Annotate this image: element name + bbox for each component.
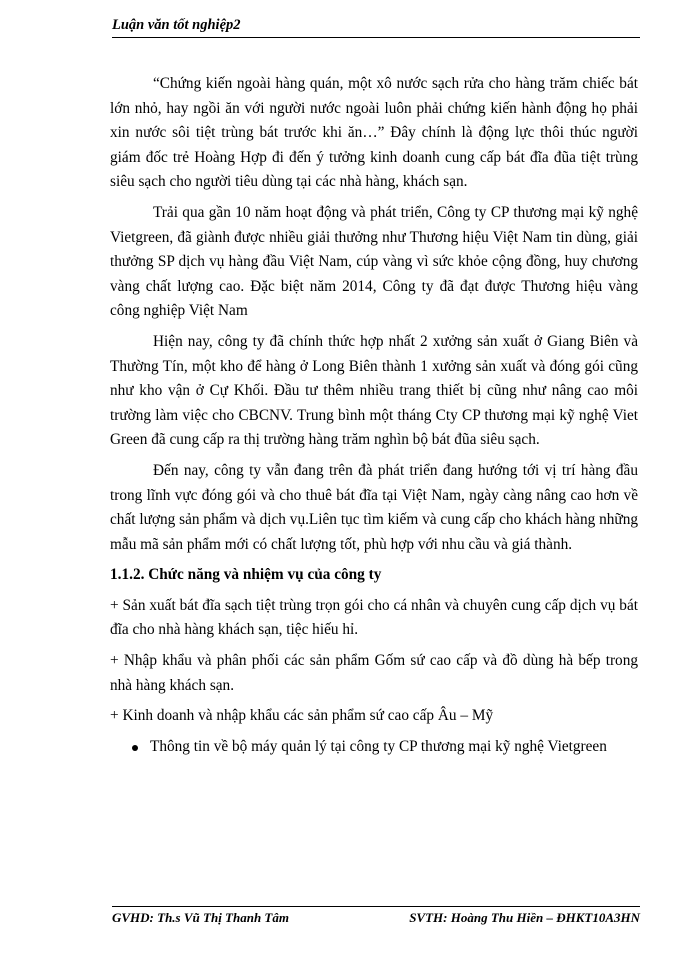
list-item: + Sản xuất bát đĩa sạch tiệt trùng trọn gói cho cá nhân và chuyên cung cấp dịch vụ bát đĩa cho nhà hàng khách sạn, tiệc hiếu hỉ. (110, 596, 638, 639)
body-paragraph: Hiện nay, công ty đã chính thức hợp nhất 2 xưởng sản xuất ở Giang Biên và Thường Tín, một kho để hàng ở Long Biên thành 1 xưởng sản xuất và đóng gói cũng như kho vận ở Cự Khối. Đầu tư thêm nhiều trang thiết bị cũng như nâng cao môi trường làm việc cho CBCNV. Trung bình một tháng Cty CP thương mại kỹ nghệ Viet Green đã cung cấp ra thị trường hàng trăm nghìn bộ bát đũa siêu sạch. (110, 332, 638, 449)
body-paragraph: Đến nay, công ty vẫn đang trên đà phát triển đang hướng tới vị trí hàng đầu trong lĩnh vực đóng gói và cho thuê bát đĩa tại Việt Nam, ngày càng nâng cao hơn về chất lượng sản phẩm và dịch vụ.Liên tục tìm kiếm và cung cấp cho khách hàng những mẫu mã sản phẩm mới có chất lượng tốt, phù hợp với nhu cầu và giá thành. (110, 461, 638, 553)
footer-supervisor: GVHD: Th.s Vũ Thị Thanh Tâm (112, 910, 289, 925)
bullet-list-item (110, 735, 638, 760)
footer-student: SVTH: Hoàng Thu Hiền – ĐHKT10A3HN (409, 910, 640, 925)
section-heading: 1.1.2. Chức năng và nhiệm vụ của công ty (110, 566, 382, 584)
header-title: Luận văn tốt nghiệp2 (112, 17, 241, 33)
list-item: + Kinh doanh và nhập khẩu các sản phẩm sứ cao cấp Âu – Mỹ (110, 707, 494, 725)
page-header (112, 16, 640, 38)
bullet-icon (132, 745, 138, 751)
body-paragraph: Trải qua gần 10 năm hoạt động và phát triển, Công ty CP thương mại kỹ nghệ Vietgreen, đã giành được nhiều giải thưởng như Thương hiệu Việt Nam tin dùng, giải thưởng SP dịch vụ hàng đầu Việt Nam, cúp vàng vì sức khỏe cộng đồng, huy chương vàng chất lượng cao. Đặc biệt năm 2014, Công ty đã đạt được Thương hiệu vàng công nghiệp Việt Nam (110, 203, 638, 320)
body-paragraph: “Chứng kiến ngoài hàng quán, một xô nước sạch rửa cho hàng trăm chiếc bát lớn nhỏ, hay ngồi ăn với người nước ngoài luôn phải chứng kiến hành động họ phải xin nước sôi tiệt trùng bát trước khi ăn…” Đây chính là động lực thôi thúc người giám đốc trẻ Hoàng Hợp đi đến ý tưởng kinh doanh cung cấp bát đĩa đũa tiệt trùng siêu sạch cho người tiêu dùng tại các nhà hàng, khách sạn. (110, 75, 638, 191)
list-item: + Nhập khẩu và phân phối các sản phẩm Gốm sứ cao cấp và đồ dùng hà bếp trong nhà hàng khách sạn. (110, 652, 638, 694)
page-footer (112, 906, 640, 926)
bullet-item-text: Thông tin về bộ máy quản lý tại công ty CP thương mại kỹ nghệ Vietgreen (150, 737, 607, 755)
document-body (110, 72, 638, 759)
